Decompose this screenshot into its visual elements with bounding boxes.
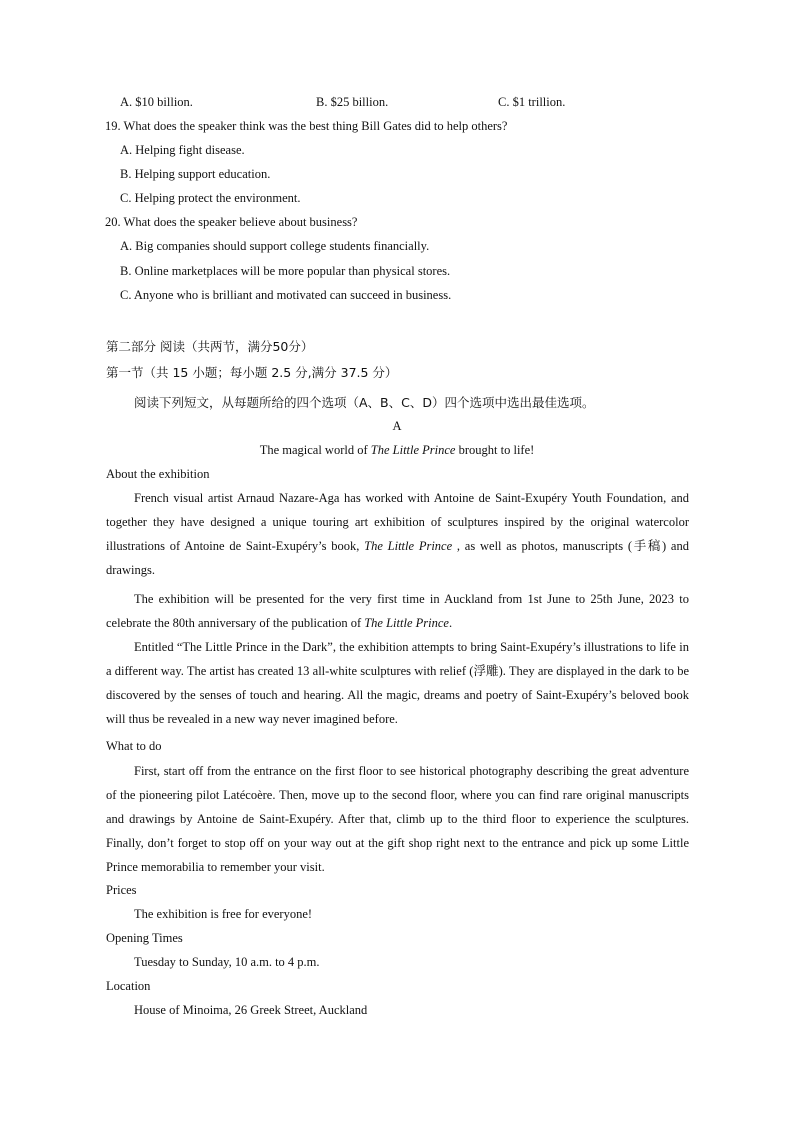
passage-letter: A <box>392 419 402 433</box>
location-text: House of Minoima, 26 Greek Street, Auckland <box>134 1003 368 1017</box>
part2-title: 第二部分 阅读（共两节，满分50分） <box>106 339 314 354</box>
q19-option-b: B. Helping support education. <box>120 167 271 181</box>
q18-option-a: A. $10 billion. <box>120 95 193 109</box>
p1-text-pre: French visual artist Arnaud Nazare-Aga has worked with Antoine de Saint-Exupéry Youth Foundation, and together they have designed a unique touring art exhibition of sculptures inspired by the original watercolor illustrations of Antoine de Saint-Exupéry’s book, <box>106 490 689 553</box>
passage-headline <box>0 443 794 458</box>
q19-option-a: A. Helping fight disease. <box>120 143 245 157</box>
q20-option-b: B. Online marketplaces will be more popular than physical stores. <box>120 264 451 278</box>
opening-times-heading: Opening Times <box>106 931 183 945</box>
what-to-do-heading: What to do <box>106 739 162 753</box>
paragraph-3: Entitled “The Little Prince in the Dark”, the exhibition attempts to bring Saint-Exupéry’s illustrations to life in a different way. The artist has created 13 all-white sculptures with relief (浮雕). They are displayed in the dark to be discovered by the senses of touch and hearing. All the magic, dreams and poetry of Saint-Exupéry’s beloved book will thus be revealed in a new way never imagined before. <box>106 639 689 727</box>
paragraph-4: First, start off from the entrance on the first floor to see historical photography describing the great adventure of the pioneering pilot Latécoère. Then, move up to the second floor, where you can find rare original manuscripts and drawings by Antoine de Saint-Exupéry. After that, climb up to the third floor to experience the sculptures. Finally, don’t forget to stop off on your way out at the gift shop right next to the entrance and pick up some Little Prince memorabilia to remember your visit. <box>106 763 689 875</box>
q18-option-c: C. $1 trillion. <box>498 95 566 109</box>
q18-option-b: B. $25 billion. <box>316 95 389 109</box>
paragraph-2 <box>106 587 689 635</box>
prices-text: The exhibition is free for everyone! <box>134 907 313 921</box>
q20-option-c: C. Anyone who is brilliant and motivated can succeed in business. <box>120 288 452 302</box>
headline-pre: The magical world of <box>259 443 371 457</box>
q19-option-c: C. Helping protect the environment. <box>120 191 301 205</box>
headline-book-title: The Little Prince <box>370 443 456 457</box>
q20-stem: 20. What does the speaker believe about business? <box>105 215 358 229</box>
p1-text-post: , as well as photos, manuscripts (手稿) and drawings. <box>106 538 689 578</box>
about-heading: About the exhibition <box>106 467 210 481</box>
q18-options-row <box>0 95 794 113</box>
q19-stem: 19. What does the speaker think was the best thing Bill Gates did to help others? <box>105 119 508 133</box>
headline-post: brought to life! <box>455 443 535 457</box>
location-heading: Location <box>106 979 151 993</box>
paragraph-1 <box>106 486 689 583</box>
reading-instruction: 阅读下列短文，从每题所给的四个选项（A、B、C、D）四个选项中选出最佳选项。 <box>134 395 595 410</box>
p2-text-pre: The exhibition will be presented for the very first time in Auckland from 1st June to 25th June, 2023 to celebrate the 80th anniversary of the publication of <box>106 591 689 630</box>
p2-book-title: The Little Prince <box>364 615 449 630</box>
p1-book-title: The Little Prince <box>364 538 453 553</box>
p2-text-post: . <box>448 615 453 630</box>
opening-times-text: Tuesday to Sunday, 10 a.m. to 4 p.m. <box>134 955 320 969</box>
prices-heading: Prices <box>106 883 137 897</box>
q20-option-a: A. Big companies should support college students financially. <box>120 239 430 253</box>
section1-title: 第一节（共 15 小题；每小题 2.5 分,满分 37.5 分） <box>106 365 398 380</box>
